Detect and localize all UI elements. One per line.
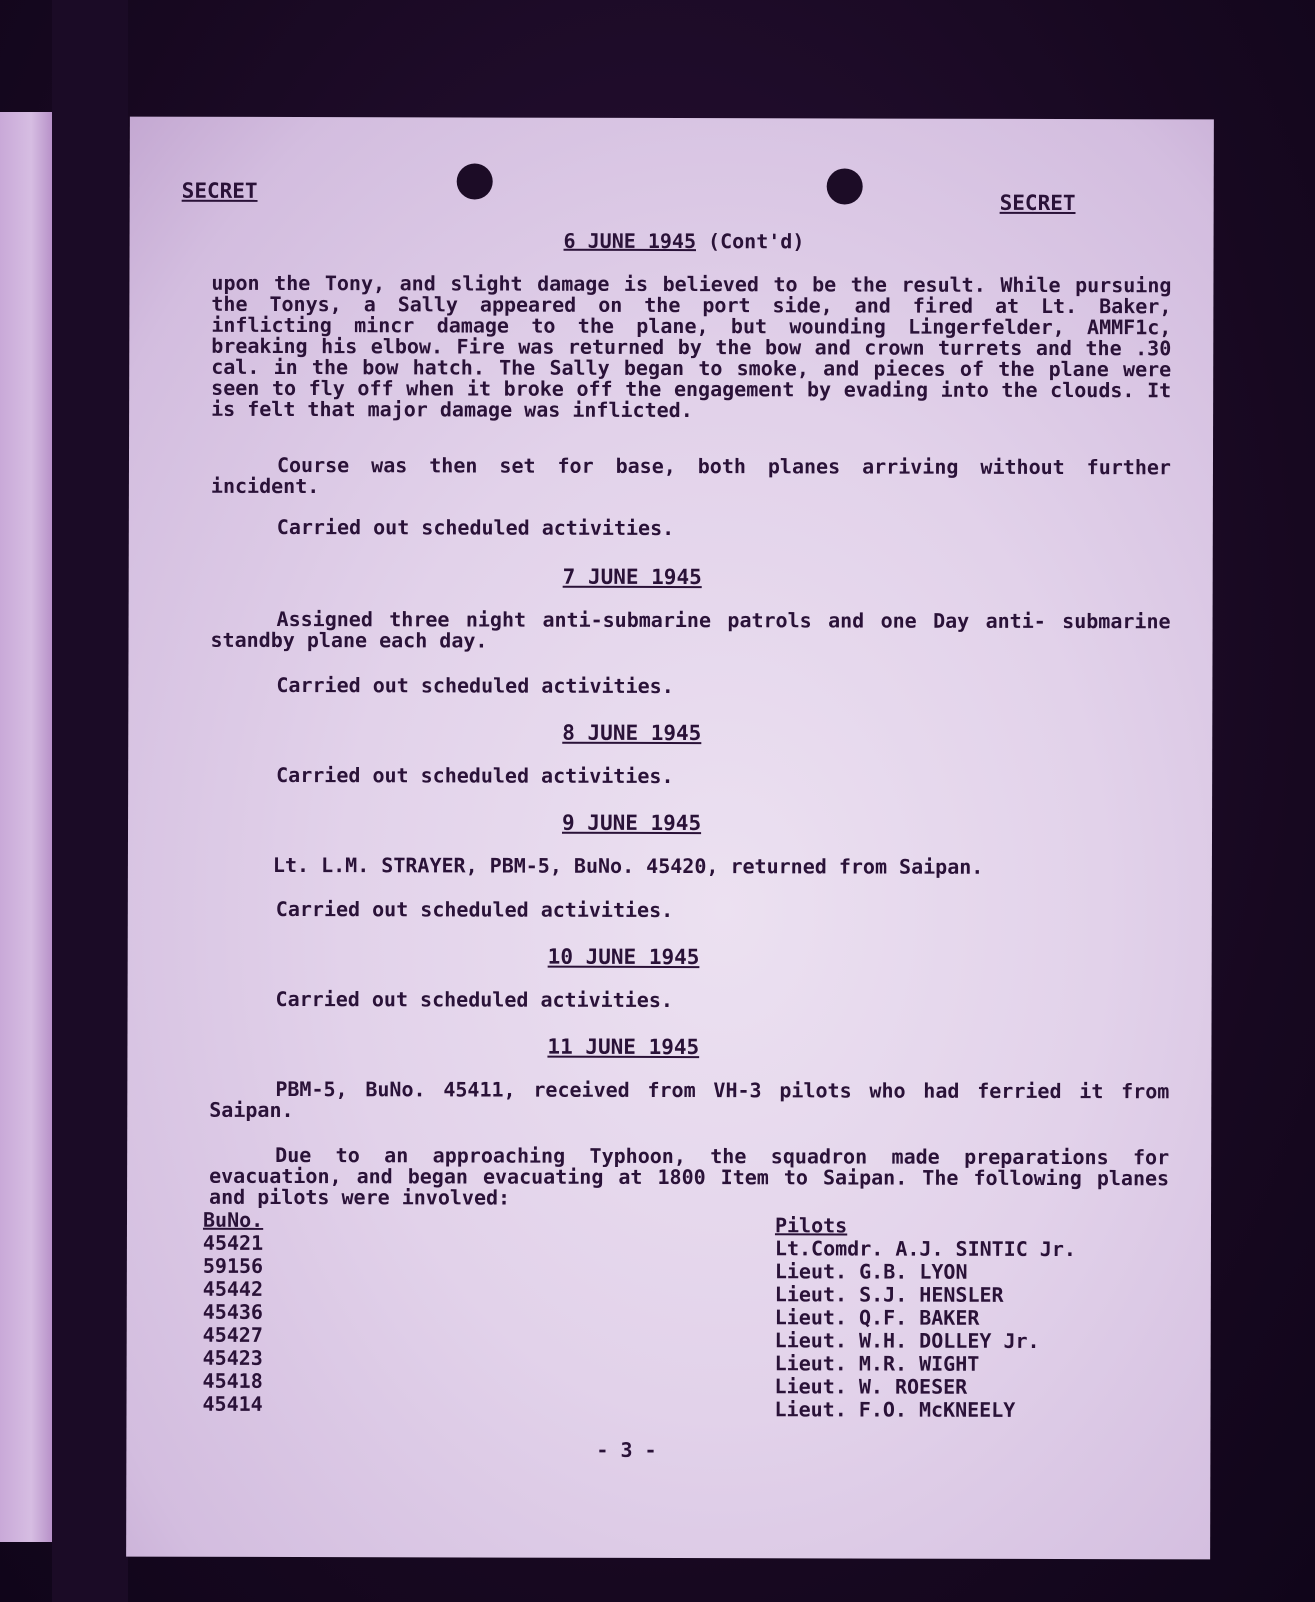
pilots-header: Pilots [774,1213,848,1238]
buno-cell: 59156 [202,1253,264,1278]
pilot-cell: Lieut. S.J. HENSLER [774,1282,1004,1307]
adjacent-page-edge [0,112,52,1542]
buno-cell: 45421 [202,1230,264,1255]
document-page [126,117,1214,1560]
buno-header: BuNo. [202,1207,264,1232]
date-heading: 10 JUNE 1945 [547,944,700,970]
pilot-cell: Lieut. Q.F. BAKER [774,1305,980,1330]
paragraph: Carried out scheduled activities. [276,762,674,789]
paragraph: Carried out scheduled activities. [275,986,673,1013]
buno-cell: 45418 [202,1368,263,1393]
paragraph: Carried out scheduled activities. [275,896,674,923]
title-suffix: (Cont'd) [708,229,805,254]
pilots-column [774,1214,1076,1422]
paragraph: Due to an approaching Typhoon, the squadron made preparations for evacuation, and began evacuating at 1800 Item to Saipan. The following planes and pilots were involved: [209,1142,1170,1210]
pilot-cell: Lt.Comdr. A.J. SINTIC Jr. [774,1236,1076,1262]
pilot-cell: Lieut. G.B. LYON [774,1259,968,1284]
paragraph: Lt. L.M. STRAYER, PBM-5, BuNo. 45420, returned from Saipan. [272,852,984,879]
pilot-cell: Lieut. W. ROESER [774,1374,968,1399]
paragraph: Carried out scheduled activities. [276,672,674,699]
pilot-cell: Lieut. F.O. McKNEELY [774,1397,1016,1422]
punch-hole-left [457,163,493,199]
punch-hole-right [827,168,863,204]
date-heading: 11 JUNE 1945 [547,1034,700,1060]
classification-right: SECRET [999,190,1076,216]
buno-cell: 45427 [202,1322,263,1347]
page-title [563,228,805,254]
paragraph: Course was then set for base, both planes arriving without further incident. [210,452,1172,499]
paragraph: Assigned three night anti-submarine patrols and one Day anti- submarine standby plane each day. [210,606,1171,653]
paragraph-continued: upon the Tony, and slight damage is believed to be the result. While pursuing the Tonys, a Sally appeared on the port side, and fired at Lt. Baker, inflicting mincr damage to the plane, but wounding Lingerfelder, AMMF1c, breaking his elbow. Fire was returned by the bow and crown turrets and the .30 cal. in the bow hatch. The Sally began to smoke, and pieces of the plane were seen to fly off when it broke off the engagement by evading into the clouds. It is felt that major damage was inflicted. [211,270,1172,423]
buno-cell: 45442 [202,1276,264,1301]
buno-cell: 45423 [202,1345,263,1370]
date-heading: 7 JUNE 1945 [562,564,702,590]
date-heading: 8 JUNE 1945 [562,720,702,746]
pilot-cell: Lieut. W.H. DOLLEY Jr. [774,1328,1040,1353]
paragraph: PBM-5, BuNo. 45411, received from VH-3 pilots who had ferried it from Saipan. [209,1076,1170,1123]
title-date: 6 JUNE 1945 [563,228,697,254]
date-heading: 9 JUNE 1945 [562,810,702,836]
buno-column [202,1209,263,1416]
buno-cell: 45436 [202,1299,264,1324]
dark-gap [52,0,128,1602]
page-number: - 3 - [596,1437,657,1462]
classification-left: SECRET [181,178,258,203]
paragraph: Carried out scheduled activities. [276,514,675,541]
pilot-cell: Lieut. M.R. WIGHT [774,1351,980,1376]
buno-cell: 45414 [202,1391,263,1416]
